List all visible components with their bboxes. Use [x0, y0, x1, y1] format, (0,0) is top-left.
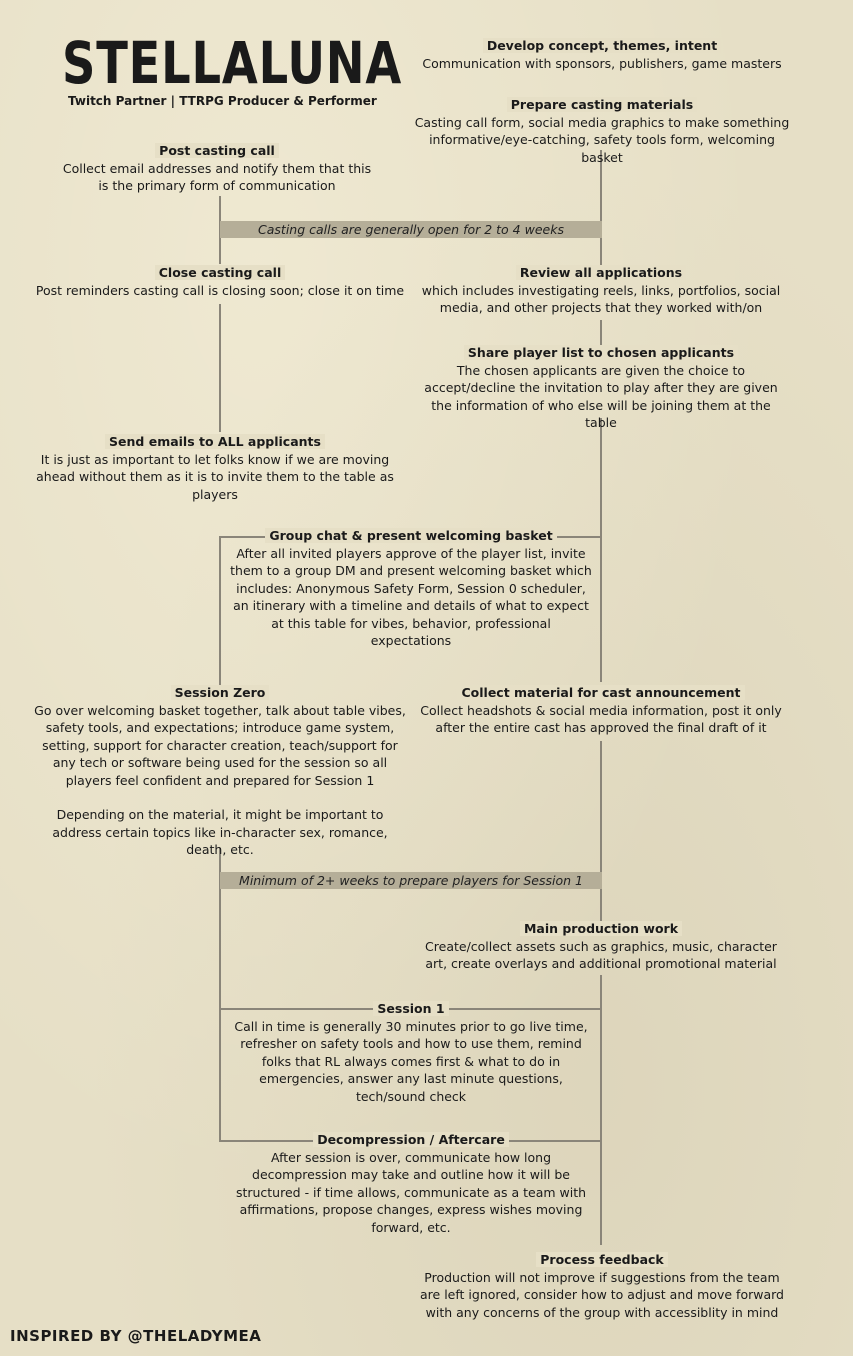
casting-open-band: Casting calls are generally open for 2 to 4 weeks: [220, 221, 602, 238]
step-collect: [418, 684, 784, 737]
step-develop: [402, 37, 802, 72]
step-review: [421, 264, 781, 317]
step-main-production: [414, 920, 788, 973]
step-desc: Call in time is generally 30 minutes prior to go live time, refresher on safety tools and how to use them, remind folks that RL always comes first & what to do in emergencies, answer any last minute questions, tech/sound check: [234, 1018, 588, 1104]
step-title: Collect material for cast announcement: [418, 684, 784, 702]
step-title: Develop concept, themes, intent: [402, 37, 802, 55]
step-session-zero: [34, 684, 406, 859]
step-emails: [25, 433, 405, 503]
step-title: Send emails to ALL applicants: [25, 433, 405, 451]
step-title: Review all applications: [421, 264, 781, 282]
right-connector-5: [600, 975, 602, 1245]
inspired-by-credit: INSPIRED BY @THELADYMEA: [10, 1327, 262, 1345]
step-desc: which includes investigating reels, links, portfolios, social media, and other projects that they worked with/on: [421, 282, 781, 315]
step-desc: Create/collect assets such as graphics, music, character art, create overlays and additional promotional material: [425, 938, 777, 971]
step-title: Prepare casting materials: [412, 96, 792, 114]
brand-title: STELLALUNA: [62, 29, 403, 97]
step-desc-extra: Depending on the material, it might be important to address certain topics like in-character sex, romance, death, etc.: [52, 807, 388, 857]
step-prepare: [412, 96, 792, 166]
step-share: [414, 344, 788, 432]
right-connector-3: [600, 418, 602, 682]
step-title: Process feedback: [414, 1251, 790, 1269]
step-title: Session 1: [226, 1000, 596, 1018]
step-post: [62, 142, 372, 195]
step-title: Main production work: [414, 920, 788, 938]
step-group-chat: [230, 527, 592, 650]
step-desc: Casting call form, social media graphics to make something informative/eye-catching, safety tools form, welcoming basket: [414, 114, 790, 165]
step-desc: Communication with sponsors, publishers, game masters: [422, 55, 782, 71]
brand-subtitle: Twitch Partner | TTRPG Producer & Performer: [68, 94, 377, 108]
left-connector-4: [219, 848, 221, 1141]
step-decompression: [226, 1131, 596, 1236]
step-feedback: [414, 1251, 790, 1321]
step-title: Share player list to chosen applicants: [414, 344, 788, 362]
left-connector-2: [219, 304, 221, 432]
step-title: Group chat & present welcoming basket: [230, 527, 592, 545]
step-desc: After session is over, communicate how long decompression may take and outline how it will be structured - if time allows, communicate as a team with affirmations, propose changes, express wishes moving forward, etc.: [235, 1149, 587, 1235]
step-desc: Post reminders casting call is closing soon; close it on time: [35, 282, 405, 298]
step-title: Session Zero: [34, 684, 406, 702]
step-desc: Collect email addresses and notify them that this is the primary form of communication: [62, 160, 372, 193]
right-connector-1: [600, 150, 602, 265]
step-desc: Production will not improve if suggestions from the team are left ignored, consider how to adjust and move forward with any concerns of the group with accessiblity in mind: [420, 1269, 784, 1320]
step-title: Close casting call: [30, 264, 410, 282]
right-connector-2: [600, 320, 602, 346]
step-title: Decompression / Aftercare: [226, 1131, 596, 1149]
step-desc: After all invited players approve of the player list, invite them to a group DM and present welcoming basket which includes: Anonymous Safety Form, Session 0 scheduler, an itinerary with a timeline and details of what to expect at this table for vibes, behavior, professional expectations: [230, 545, 592, 648]
step-desc: It is just as important to let folks know if we are moving ahead without them as it is to invite them to the table as players: [36, 451, 394, 502]
step-title: Post casting call: [62, 142, 372, 160]
right-connector-4: [600, 741, 602, 921]
step-session-one: [226, 1000, 596, 1105]
min-weeks-band: Minimum of 2+ weeks to prepare players for Session 1: [220, 872, 602, 889]
left-connector-3: [219, 536, 221, 686]
step-desc: Go over welcoming basket together, talk about table vibes, safety tools, and expectations; introduce game system, setting, support for character creation, teach/support for any tech or software being used for the session so all players feel confident and prepared for Session 1: [34, 702, 406, 788]
step-desc: Collect headshots & social media information, post it only after the entire cast has approved the final draft of it: [420, 702, 782, 735]
step-desc: The chosen applicants are given the choice to accept/decline the invitation to play after they are given the information of who else will be joining them at the table: [424, 362, 778, 430]
step-close: [30, 264, 410, 299]
